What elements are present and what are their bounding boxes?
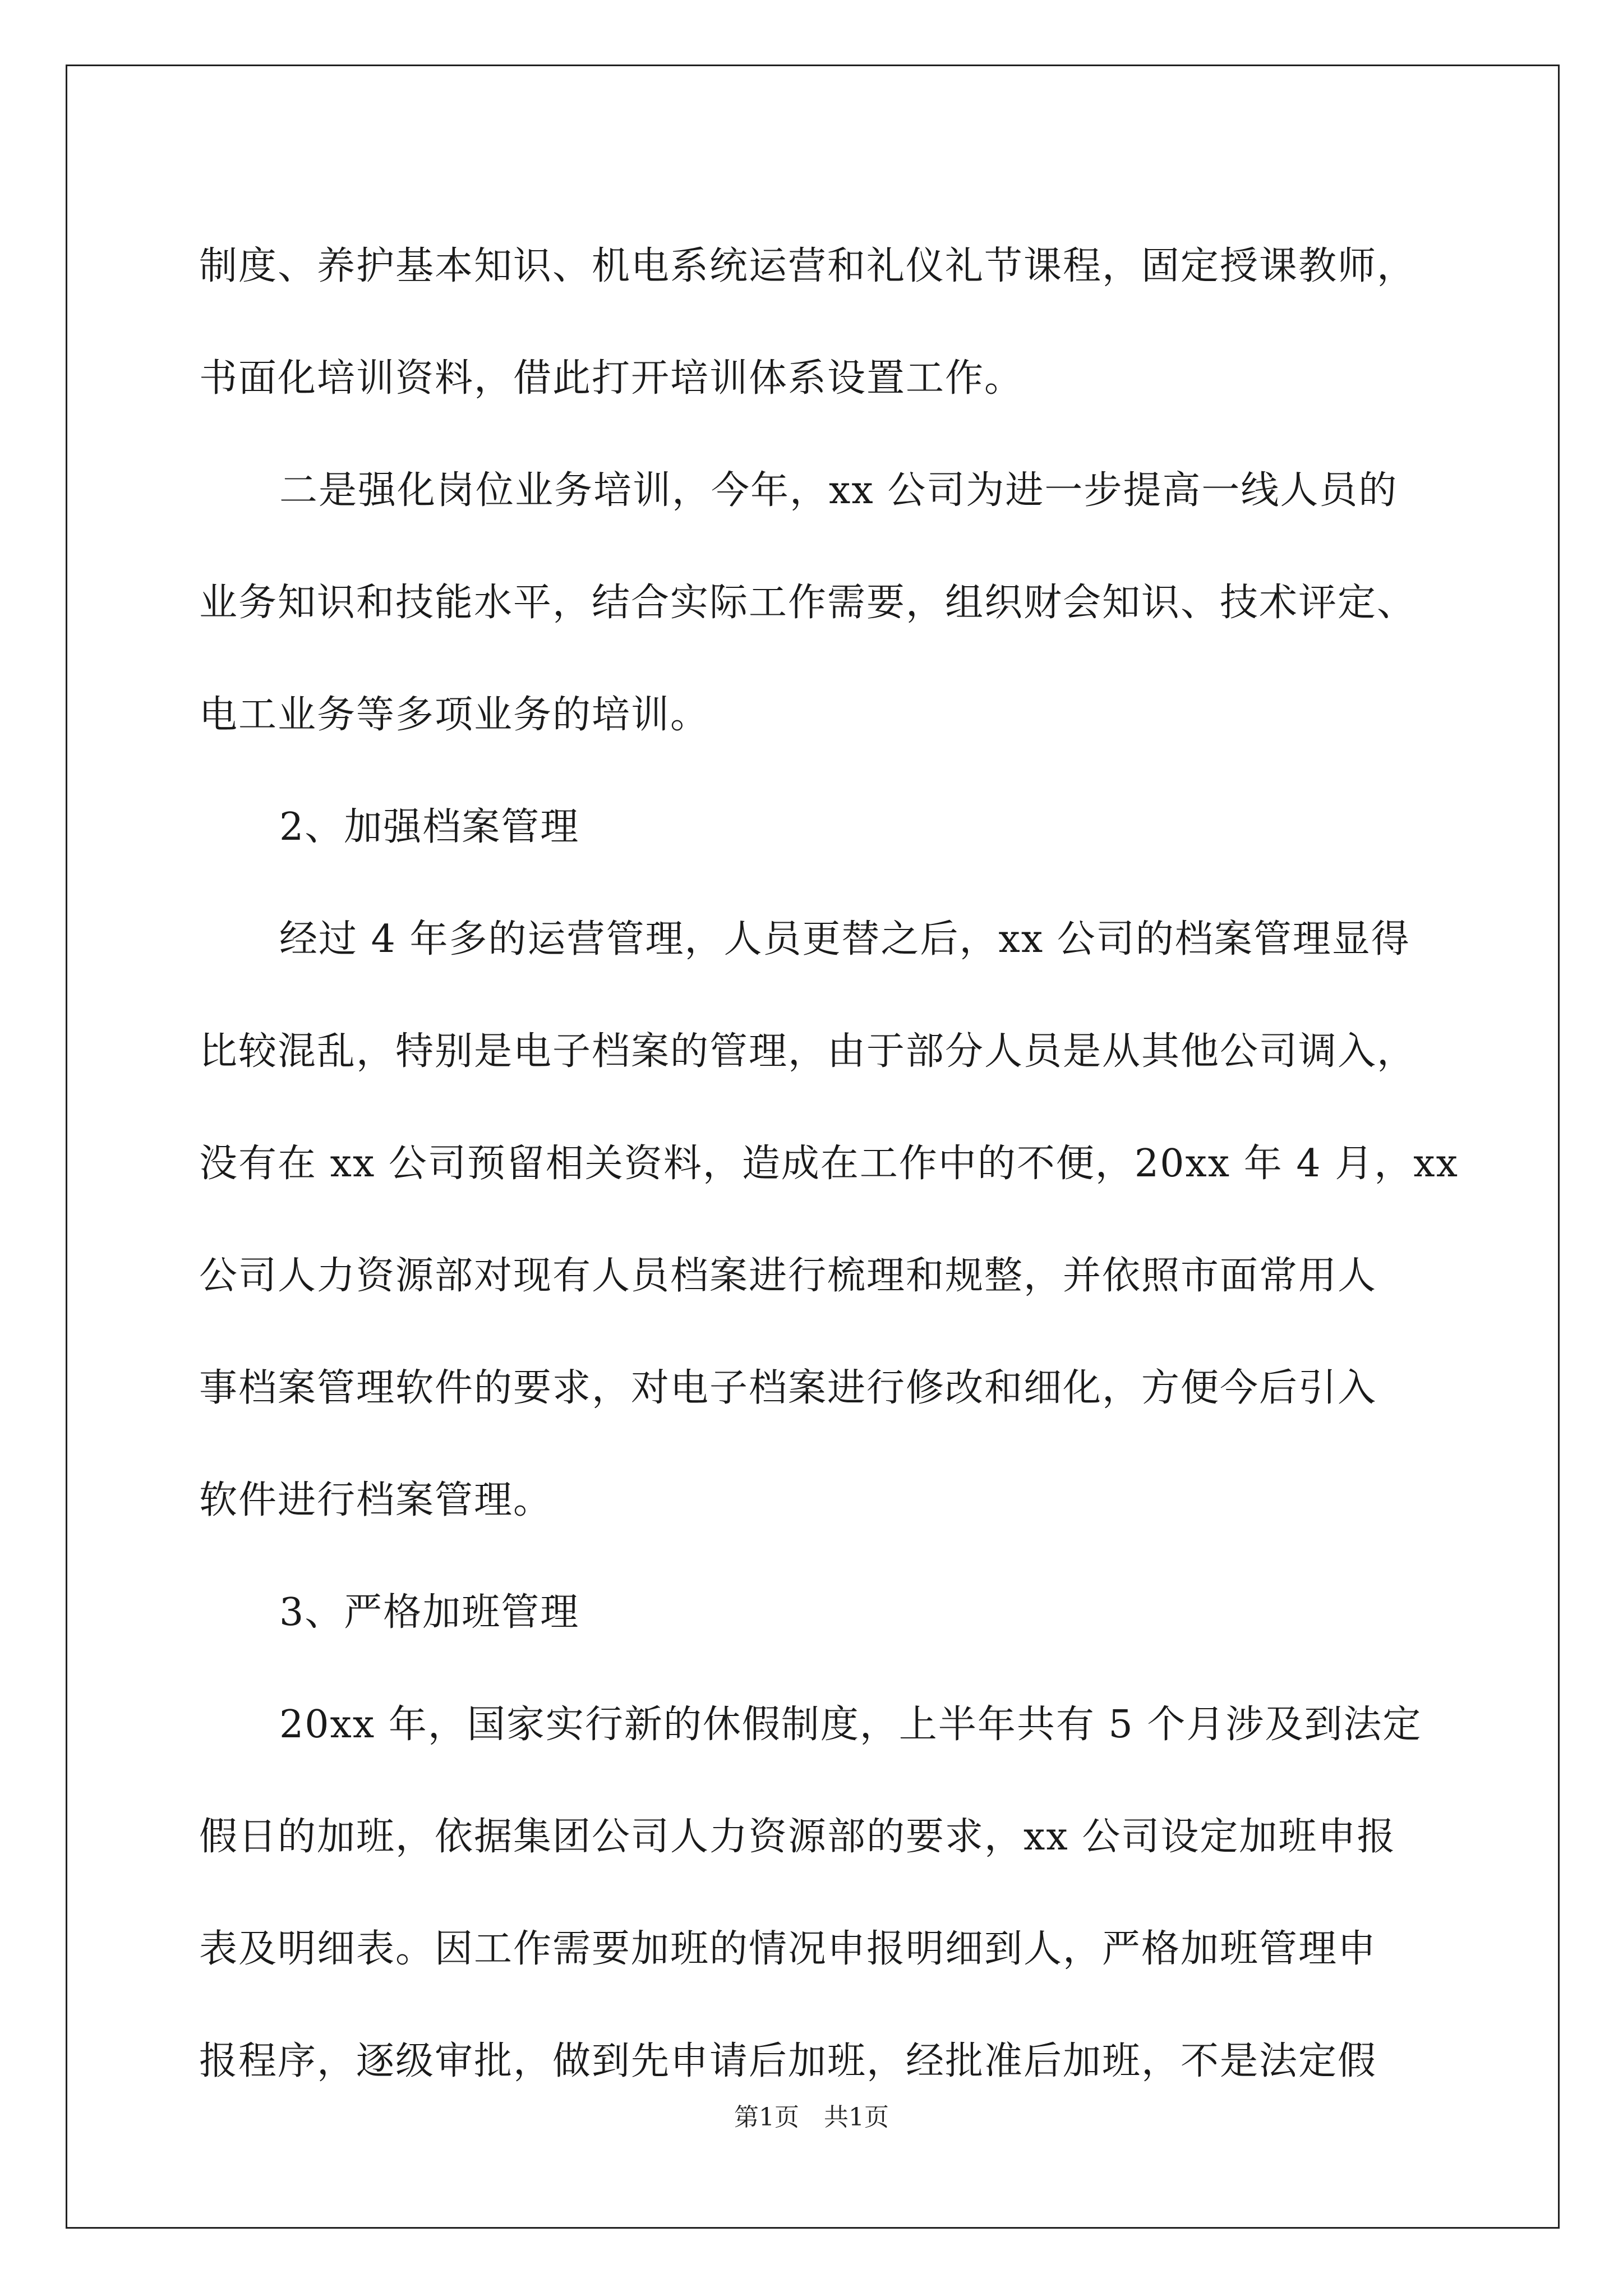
text-line: 比较混乱，特别是电子档案的管理，由于部分人员是从其他公司调入， (199, 1029, 1417, 1074)
text-line: 表及明细表。因工作需要加班的情况申报明细到人，严格加班管理申 (199, 1927, 1377, 1971)
document-body (199, 210, 1459, 2118)
paragraph-start: 二是强化岗位业务培训，今年，xx 公司为进一步提高一线人员的 (279, 468, 1398, 513)
text-line: 制度、养护基本知识、机电系统运营和礼仪礼节课程，固定授课教师， (199, 244, 1417, 288)
text-line: 没有在 xx 公司预留相关资料，造成在工作中的不便，20xx 年 4 月，xx (199, 1142, 1459, 1186)
text-line: 书面化培训资料，借此打开培训体系设置工作。 (199, 356, 1024, 401)
text-line: 电工业务等多项业务的培训。 (199, 693, 710, 737)
paragraph-start: 20xx 年，国家实行新的休假制度，上半年共有 5 个月涉及到法定 (279, 1703, 1422, 1747)
text-line: 报程序，逐级审批，做到先申请后加班，经批准后加班，不是法定假 (199, 2039, 1377, 2083)
text-line: 业务知识和技能水平，结合实际工作需要，组织财会知识、技术评定、 (199, 581, 1417, 625)
text-line: 事档案管理软件的要求，对电子档案进行修改和细化，方便今后引入 (199, 1366, 1377, 1410)
page-footer: 第1页 共1页 (734, 2103, 889, 2132)
section-heading: 3、严格加班管理 (279, 1590, 580, 1635)
text-line: 公司人力资源部对现有人员档案进行梳理和规整，并依照市面常用人 (199, 1254, 1377, 1298)
paragraph-start: 经过 4 年多的运营管理，人员更替之后，xx 公司的档案管理显得 (279, 917, 1410, 961)
section-heading: 2、加强档案管理 (279, 805, 580, 849)
text-line: 软件进行档案管理。 (199, 1478, 553, 1522)
text-line: 假日的加班，依据集团公司人力资源部的要求，xx 公司设定加班申报 (199, 1815, 1396, 1859)
